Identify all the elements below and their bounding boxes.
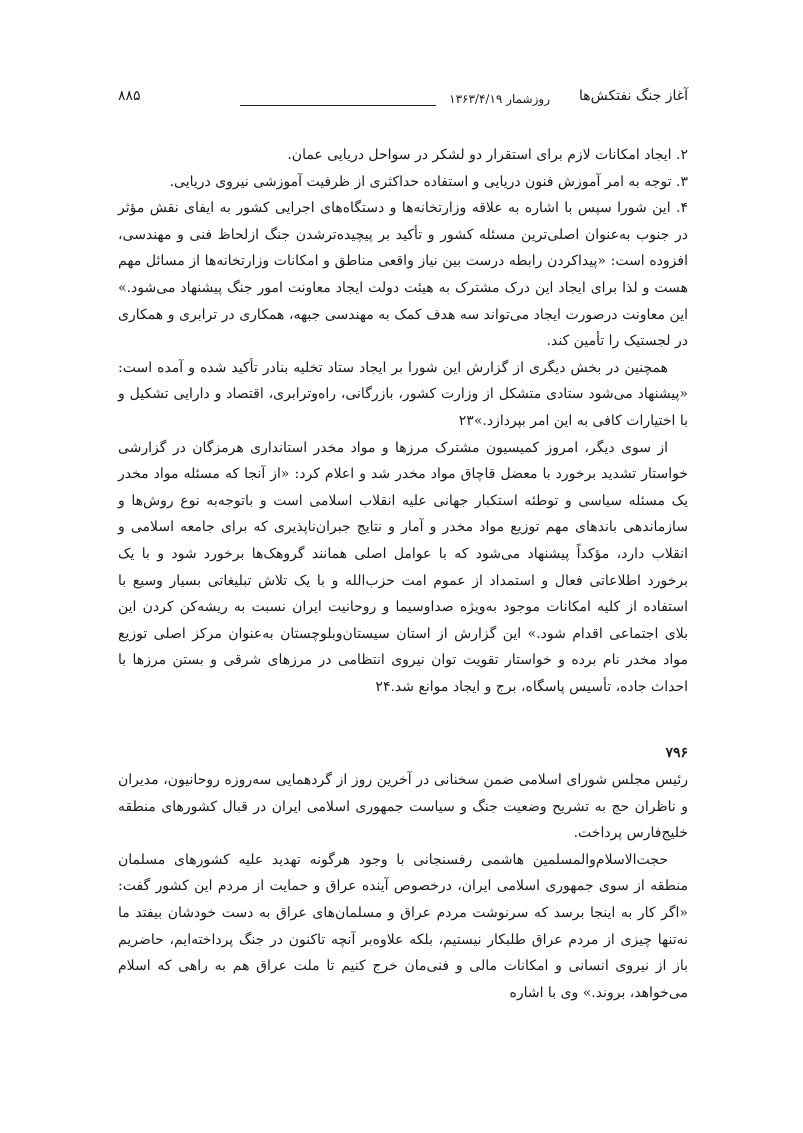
entry-number: ۷۹۶ [665, 745, 688, 762]
running-title: آغاز جنگ نفتکش‌ها [579, 88, 688, 104]
list-item-4: ۴. این شورا سپس با اشاره به علاقه وزارتخانه‌ها و دستگاه‌های اجرایی کشور به ایفای نقش مؤثر در جنوب به‌عنوان اصلی‌ترین مسئله کشور و تأکید بر پیچیده‌ترشدن جنگ ازلحاظ فنی و مهندسی، افزوده است: «پیداکردن رابطه درست بین نیاز واقعی مناطق و امکانات وزارتخانه‌ها از مسائل مهم هست و لذا برای ایجاد این درک مشترک به هیئت دولت ایجاد معاونت امور جنگ پیشنهاد می‌شود.» این معاونت درصورت ایجاد می‌تواند سه هدف کمک به مهندسی جبهه، همکاری در ترابری و همکاری در لجستیک را تأمین کند. [118, 200, 688, 350]
list-item-2: ۲. ایجاد امکانات لازم برای استقرار دو لشکر در سواحل دریایی عمان. [287, 147, 688, 163]
page-header [118, 88, 688, 114]
header-rule [240, 105, 436, 106]
page-body [118, 142, 688, 1006]
paragraph: از سوی دیگر، امروز کمیسیون مشترک مرزها و مواد مخدر استانداری هرمزگان در گزارشی خواستار تشدید برخورد با معضل قاچاق مواد مخدر شد و اعلام کرد: «از آنجا که مسئله مواد مخدر یک مسئله سیاسی و توطئه استکبار جهانی علیه انقلاب اسلامی است و باتوجه‌به نوع روش‌ها و سازماندهی باندهای مهم توزیع مواد مخدر و آمار و نتایج جبران‌ناپذیری که برای جامعه اسلامی و انقلاب دارد، مؤکداً پیشنهاد می‌شود که با عوامل اصلی همانند گروهک‌ها برخورد شود و با یک برخورد اطلاعاتی فعال و استمداد از عموم امت حزب‌الله و با یک تلاش تبلیغاتی بسیار وسیع با استفاده از کلیه امکانات موجود به‌ویژه صداوسیما و روحانیت ایران نسبت به ریشه‌کن کردن این بلای اجتماعی اقدام شود.» این گزارش از استان سیستان‌وبلوچستان به‌عنوان مرکز اصلی توزیع مواد مخدر نام برده و خواستار تقویت توان نیروی انتظامی در مرزهای شرقی و بستن مرزها با احداث جاده، تأسیس پاسگاه، برج و ایجاد موانع شد.۲۴ [118, 439, 688, 695]
paragraph: رئیس مجلس شورای اسلامی ضمن سخنانی در آخرین روز از گردهمایی سه‌روزه روحانیون، مدیران و ناظران حج به تشریح وضعیت جنگ و سیاست جمهوری اسلامی ایران در قبال کشورهای منطقه خلیج‌فارس پرداخت. [118, 772, 688, 842]
paragraph: حجت‌الاسلام‌والمسلمین هاشمی رفسنجانی با وجود هرگونه تهدید علیه کشورهای مسلمان منطقه از سوی جمهوری اسلامی ایران، درخصوص آینده عراق و حمایت از مردم این کشور گفت: «اگر کار به اینجا برسد که سرنوشت مردم عراق و مسلمان‌های عراق به دست خودشان بیفتد ما نه‌تنها چیزی از مردم عراق طلبکار نیستیم، بلکه علاوه‌بر آنچه تاکنون در جنگ پرداخته‌ایم، حاضریم باز از نیروی انسانی و امکانات مالی و فنی‌مان خرج کنیم تا ملت عراق هم به راهی که اسلام می‌خواهد، بروند.» وی با اشاره [118, 851, 688, 1001]
paragraph: همچنین در بخش دیگری از گزارش این شورا بر ایجاد ستاد تخلیه بنادر تأکید شده و آمده است: «پیشنهاد می‌شود ستادی متشکل از وزارت کشور، بازرگانی، راه‌وترابری، اقتصاد و دارایی تشکیل و با اختیارات کافی به این امر بپردازد.»۲۳ [118, 359, 688, 429]
running-section: روزشمار ۱۳۶۳/۴/۱۹ [449, 92, 550, 106]
page-number: ۸۸۵ [118, 88, 141, 104]
list-item-3: ۳. توجه به امر آموزش فنون دریایی و استفاده حداکثری از ظرفیت آموزشی نیروی دریایی. [169, 173, 688, 190]
